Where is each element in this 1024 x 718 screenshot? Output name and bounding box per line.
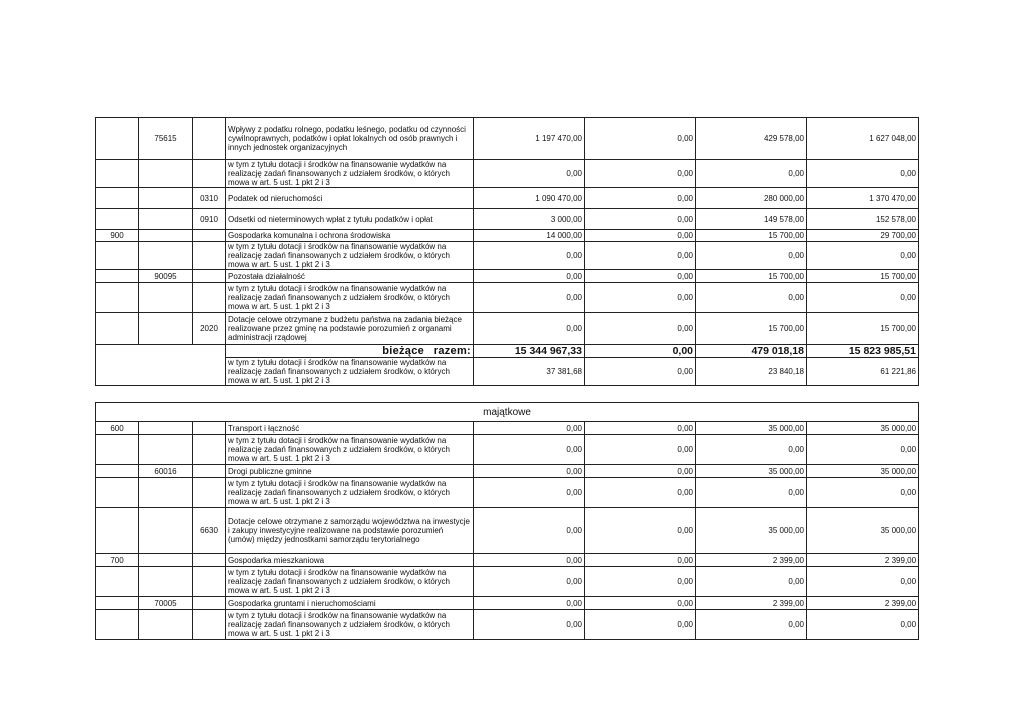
value-decrease-cell: 0,00: [585, 242, 696, 270]
paragraf-cell: 0910: [193, 209, 226, 230]
description-cell: Odsetki od nieterminowych wpłat z tytułu podatków i opłat: [226, 209, 474, 230]
rozdzial-cell: 70005: [139, 597, 193, 610]
table-row: [96, 209, 919, 230]
total-row: [96, 345, 919, 358]
dzial-cell: [96, 610, 139, 640]
value-after-cell: 29 700,00: [807, 230, 919, 242]
dzial-cell: [96, 567, 139, 597]
table-row: [96, 554, 919, 567]
description-cell: Pozostała działalność: [226, 270, 474, 283]
value-decrease-cell: 0,00: [585, 283, 696, 313]
rozdzial-cell: [139, 567, 193, 597]
dzial-cell: [96, 118, 139, 160]
value-after-cell: 15 700,00: [807, 313, 919, 345]
value-decrease-cell: 0,00: [585, 597, 696, 610]
total-label-rest: razem:: [433, 344, 471, 357]
value-increase-cell: 35 000,00: [696, 422, 807, 435]
value-decrease-cell: 0,00: [585, 567, 696, 597]
table-row: [96, 242, 919, 270]
description-cell: Dotacje celowe otrzymane z samorządu województwa na inwestycje i zakupy inwestycyjne realizowane na podstawie porozumień (umów) między jednostkami samorządu terytorialnego: [226, 508, 474, 554]
description-cell: w tym z tytułu dotacji i środków na finansowanie wydatków na realizację zadań finansowanych z udziałem środków, o których mowa w art. 5 ust. 1 pkt 2 i 3: [226, 242, 474, 270]
paragraf-cell: [193, 160, 226, 188]
paragraf-cell: 6630: [193, 508, 226, 554]
value-plan-cell: 0,00: [474, 554, 585, 567]
value-decrease-cell: 0,00: [585, 270, 696, 283]
value-decrease-cell: 0,00: [585, 465, 696, 478]
value-after-cell: 0,00: [807, 567, 919, 597]
value-plan-cell: 37 381,68: [474, 358, 585, 386]
rozdzial-cell: [139, 478, 193, 508]
value-increase-cell: 15 700,00: [696, 313, 807, 345]
paragraf-cell: [193, 567, 226, 597]
paragraf-cell: [193, 478, 226, 508]
table-row: [96, 118, 919, 160]
total-spacer: [96, 345, 226, 358]
rozdzial-cell: [139, 610, 193, 640]
description-cell: Podatek od nieruchomości: [226, 188, 474, 209]
budget-table-current: [95, 117, 919, 386]
table-row: [96, 597, 919, 610]
paragraf-cell: 0310: [193, 188, 226, 209]
value-decrease-cell: 0,00: [585, 610, 696, 640]
dzial-cell: [96, 160, 139, 188]
description-cell: Dotacje celowe otrzymane z budżetu państwa na zadania bieżące realizowane przez gminę na podstawie porozumień z organami administracji rządowej: [226, 313, 474, 345]
rozdzial-cell: [139, 435, 193, 465]
table-row: [96, 313, 919, 345]
value-after-cell: 0,00: [807, 435, 919, 465]
value-decrease-cell: 0,00: [585, 478, 696, 508]
dzial-cell: 900: [96, 230, 139, 242]
description-cell: Gospodarka komunalna i ochrona środowiska: [226, 230, 474, 242]
value-after-cell: 0,00: [807, 283, 919, 313]
budget-table-capital: [95, 402, 919, 640]
total-plan-cell: 15 344 967,33: [474, 345, 585, 358]
value-plan-cell: 0,00: [474, 283, 585, 313]
paragraf-cell: [193, 283, 226, 313]
dzial-cell: [96, 478, 139, 508]
dzial-cell: [96, 435, 139, 465]
value-plan-cell: 0,00: [474, 478, 585, 508]
value-decrease-cell: 0,00: [585, 554, 696, 567]
table-row: [96, 567, 919, 597]
value-after-cell: 0,00: [807, 478, 919, 508]
value-plan-cell: 14 000,00: [474, 230, 585, 242]
table-row: [96, 283, 919, 313]
value-increase-cell: 15 700,00: [696, 230, 807, 242]
paragraf-cell: [193, 118, 226, 160]
dzial-cell: [96, 188, 139, 209]
value-plan-cell: 0,00: [474, 567, 585, 597]
total-sub-row: [96, 358, 919, 386]
value-after-cell: 15 700,00: [807, 270, 919, 283]
value-plan-cell: 0,00: [474, 465, 585, 478]
description-cell: w tym z tytułu dotacji i środków na finansowanie wydatków na realizację zadań finansowanych z udziałem środków, o których mowa w art. 5 ust. 1 pkt 2 i 3: [226, 610, 474, 640]
value-increase-cell: 0,00: [696, 435, 807, 465]
dzial-cell: [96, 597, 139, 610]
rozdzial-cell: 90095: [139, 270, 193, 283]
value-increase-cell: 0,00: [696, 567, 807, 597]
value-after-cell: 1 627 048,00: [807, 118, 919, 160]
dzial-cell: [96, 283, 139, 313]
value-after-cell: 0,00: [807, 242, 919, 270]
paragraf-cell: [193, 435, 226, 465]
rozdzial-cell: [139, 508, 193, 554]
value-after-cell: 2 399,00: [807, 597, 919, 610]
total-increase-cell: 479 018,18: [696, 345, 807, 358]
value-plan-cell: 1 090 470,00: [474, 188, 585, 209]
paragraf-cell: 2020: [193, 313, 226, 345]
value-after-cell: 1 370 470,00: [807, 188, 919, 209]
value-increase-cell: 280 000,00: [696, 188, 807, 209]
paragraf-cell: [193, 230, 226, 242]
paragraf-cell: [193, 422, 226, 435]
total-after-cell: 15 823 985,51: [807, 345, 919, 358]
rozdzial-cell: [139, 554, 193, 567]
total-decrease-cell: 0,00: [585, 345, 696, 358]
value-increase-cell: 35 000,00: [696, 465, 807, 478]
value-plan-cell: 0,00: [474, 422, 585, 435]
table-row: [96, 270, 919, 283]
table-row: [96, 465, 919, 478]
rozdzial-cell: [139, 160, 193, 188]
description-cell: w tym z tytułu dotacji i środków na finansowanie wydatków na realizację zadań finansowanych z udziałem środków, o których mowa w art. 5 ust. 1 pkt 2 i 3: [226, 283, 474, 313]
value-after-cell: 35 000,00: [807, 422, 919, 435]
value-increase-cell: 0,00: [696, 478, 807, 508]
value-after-cell: 35 000,00: [807, 508, 919, 554]
total-sub-spacer: [96, 358, 226, 386]
description-cell: Drogi publiczne gminne: [226, 465, 474, 478]
value-after-cell: 61 221,86: [807, 358, 919, 386]
total-label: [226, 345, 474, 358]
table-row: [96, 422, 919, 435]
value-decrease-cell: 0,00: [585, 313, 696, 345]
table-row: [96, 188, 919, 209]
value-increase-cell: 0,00: [696, 610, 807, 640]
value-plan-cell: 0,00: [474, 435, 585, 465]
value-increase-cell: 0,00: [696, 283, 807, 313]
dzial-cell: 700: [96, 554, 139, 567]
table-row: [96, 435, 919, 465]
value-plan-cell: 0,00: [474, 313, 585, 345]
description-cell: w tym z tytułu dotacji i środków na finansowanie wydatków na realizację zadań finansowanych z udziałem środków, o których mowa w art. 5 ust. 1 pkt 2 i 3: [226, 567, 474, 597]
value-increase-cell: 0,00: [696, 160, 807, 188]
rozdzial-cell: 60016: [139, 465, 193, 478]
dzial-cell: [96, 270, 139, 283]
dzial-cell: [96, 242, 139, 270]
value-plan-cell: 0,00: [474, 270, 585, 283]
rozdzial-cell: [139, 242, 193, 270]
value-decrease-cell: 0,00: [585, 508, 696, 554]
value-increase-cell: 2 399,00: [696, 554, 807, 567]
value-plan-cell: 3 000,00: [474, 209, 585, 230]
value-after-cell: 152 578,00: [807, 209, 919, 230]
paragraf-cell: [193, 554, 226, 567]
value-plan-cell: 0,00: [474, 597, 585, 610]
value-plan-cell: 1 197 470,00: [474, 118, 585, 160]
value-after-cell: 0,00: [807, 610, 919, 640]
description-cell: Gospodarka gruntami i nieruchomościami: [226, 597, 474, 610]
value-decrease-cell: 0,00: [585, 188, 696, 209]
description-cell: w tym z tytułu dotacji i środków na finansowanie wydatków na realizację zadań finansowanych z udziałem środków, o których mowa w art. 5 ust. 1 pkt 2 i 3: [226, 358, 474, 386]
value-decrease-cell: 0,00: [585, 160, 696, 188]
table-row: [96, 478, 919, 508]
value-plan-cell: 0,00: [474, 160, 585, 188]
value-decrease-cell: 0,00: [585, 118, 696, 160]
description-cell: Wpływy z podatku rolnego, podatku leśnego, podatku od czynności cywilnoprawnych, podatków i opłat lokalnych od osób prawnych i innych jednostek organizacyjnych: [226, 118, 474, 160]
value-plan-cell: 0,00: [474, 242, 585, 270]
value-plan-cell: 0,00: [474, 508, 585, 554]
total-label-bold: bieżące: [382, 344, 425, 357]
dzial-cell: [96, 508, 139, 554]
description-cell: Gospodarka mieszkaniowa: [226, 554, 474, 567]
value-increase-cell: 149 578,00: [696, 209, 807, 230]
dzial-cell: [96, 313, 139, 345]
value-plan-cell: 0,00: [474, 610, 585, 640]
paragraf-cell: [193, 597, 226, 610]
value-decrease-cell: 0,00: [585, 358, 696, 386]
value-decrease-cell: 0,00: [585, 422, 696, 435]
value-increase-cell: 23 840,18: [696, 358, 807, 386]
value-after-cell: 0,00: [807, 160, 919, 188]
rozdzial-cell: 75615: [139, 118, 193, 160]
description-cell: w tym z tytułu dotacji i środków na finansowanie wydatków na realizację zadań finansowanych z udziałem środków, o których mowa w art. 5 ust. 1 pkt 2 i 3: [226, 478, 474, 508]
paragraf-cell: [193, 270, 226, 283]
value-after-cell: 35 000,00: [807, 465, 919, 478]
value-increase-cell: 0,00: [696, 242, 807, 270]
section-header-majatkowe: majątkowe: [96, 403, 919, 422]
dzial-cell: [96, 465, 139, 478]
paragraf-cell: [193, 465, 226, 478]
description-cell: w tym z tytułu dotacji i środków na finansowanie wydatków na realizację zadań finansowanych z udziałem środków, o których mowa w art. 5 ust. 1 pkt 2 i 3: [226, 160, 474, 188]
description-cell: Transport i łączność: [226, 422, 474, 435]
rozdzial-cell: [139, 283, 193, 313]
table-row: [96, 610, 919, 640]
description-cell: w tym z tytułu dotacji i środków na finansowanie wydatków na realizację zadań finansowanych z udziałem środków, o których mowa w art. 5 ust. 1 pkt 2 i 3: [226, 435, 474, 465]
paragraf-cell: [193, 242, 226, 270]
value-increase-cell: 2 399,00: [696, 597, 807, 610]
rozdzial-cell: [139, 209, 193, 230]
value-increase-cell: 15 700,00: [696, 270, 807, 283]
dzial-cell: [96, 209, 139, 230]
value-decrease-cell: 0,00: [585, 435, 696, 465]
value-decrease-cell: 0,00: [585, 230, 696, 242]
section-header-row: [96, 403, 919, 422]
value-increase-cell: 429 578,00: [696, 118, 807, 160]
table-row: [96, 508, 919, 554]
value-after-cell: 2 399,00: [807, 554, 919, 567]
value-increase-cell: 35 000,00: [696, 508, 807, 554]
value-decrease-cell: 0,00: [585, 209, 696, 230]
rozdzial-cell: [139, 230, 193, 242]
table-row: [96, 230, 919, 242]
rozdzial-cell: [139, 188, 193, 209]
dzial-cell: 600: [96, 422, 139, 435]
paragraf-cell: [193, 610, 226, 640]
rozdzial-cell: [139, 422, 193, 435]
table-row: [96, 160, 919, 188]
rozdzial-cell: [139, 313, 193, 345]
